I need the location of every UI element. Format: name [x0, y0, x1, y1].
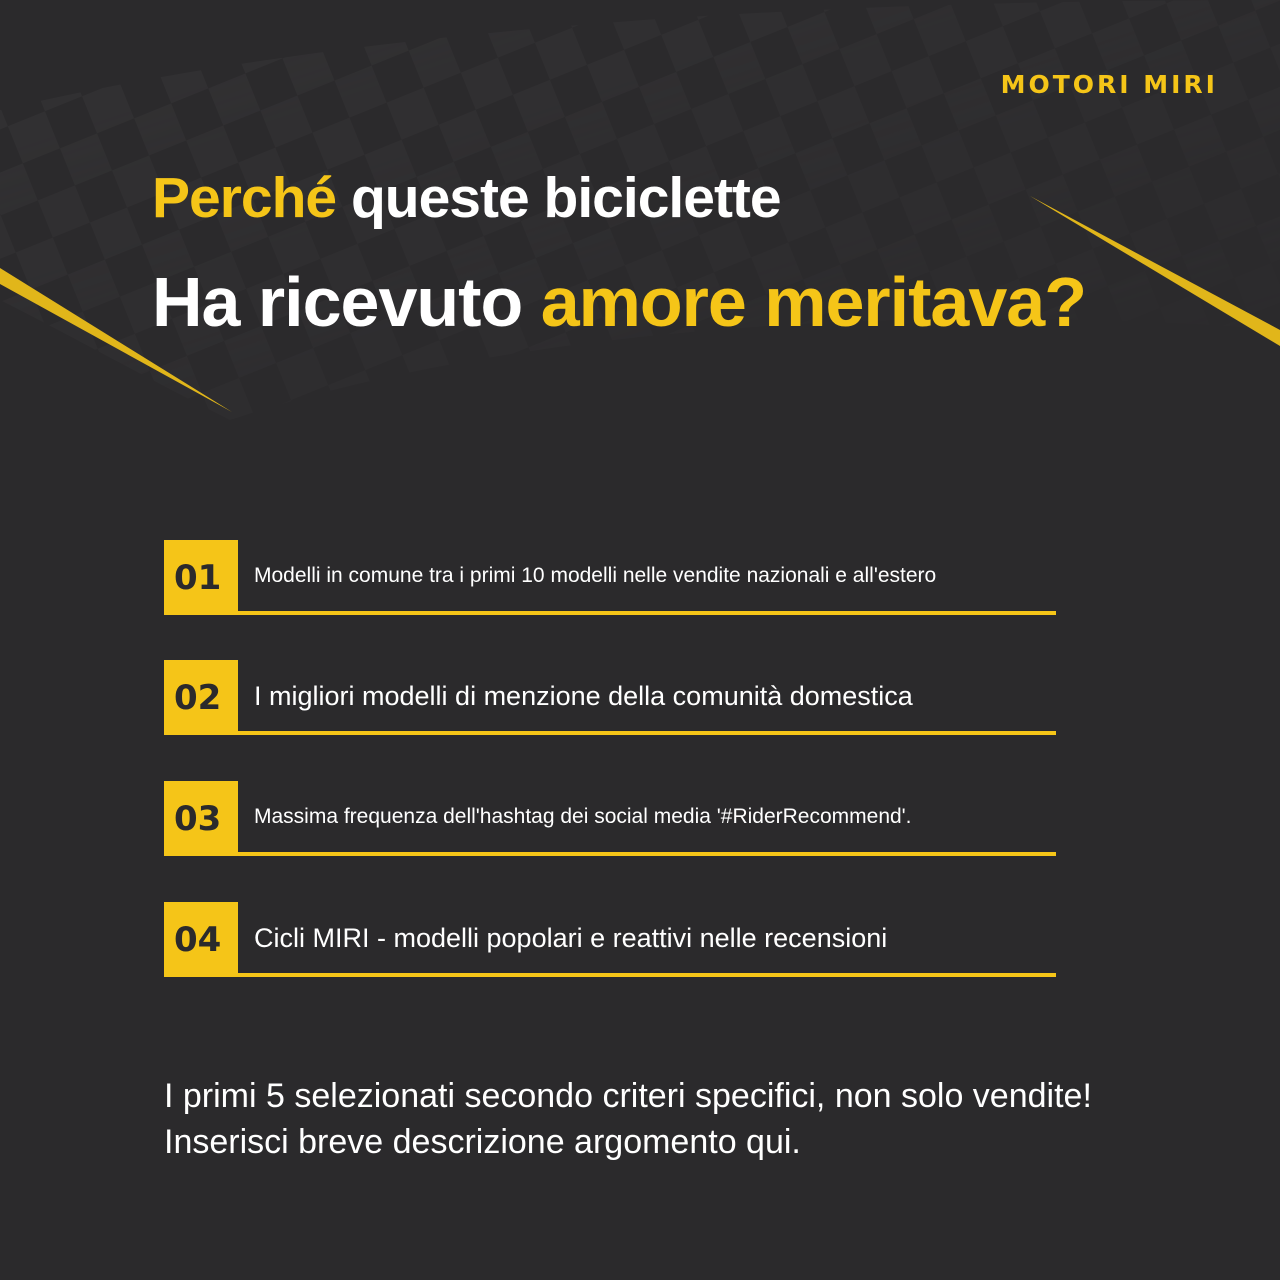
title-line-2-text: Ha ricevuto — [152, 263, 523, 341]
list-item-4 — [164, 902, 1056, 977]
number-badge — [164, 540, 238, 612]
item-text: I migliori modelli di menzione della comunità domestica — [254, 681, 913, 711]
item-underline — [164, 611, 1056, 615]
brand-logo: MOTORI MIRI — [1000, 70, 1218, 99]
number-badge — [164, 902, 238, 974]
item-underline — [164, 852, 1056, 856]
item-number: 01 — [174, 558, 222, 598]
item-number: 03 — [174, 799, 222, 839]
description-line-2: Inserisci breve descrizione argomento qui. — [164, 1123, 801, 1161]
item-underline — [164, 731, 1056, 735]
description — [164, 1073, 1092, 1165]
item-text: Modelli in comune tra i primi 10 modelli nelle vendite nazionali e all'estero — [254, 564, 937, 587]
page-title-line-1 — [152, 165, 781, 231]
item-text: Cicli MIRI - modelli popolari e reattivi nelle recensioni — [254, 923, 888, 953]
description-line-1: I primi 5 selezionati secondo criteri specifici, non solo vendite! — [164, 1077, 1092, 1115]
item-number: 04 — [174, 920, 222, 960]
item-number: 02 — [174, 678, 222, 718]
list-item-2 — [164, 660, 1056, 735]
list-item-1 — [164, 540, 1056, 615]
title-highlight-word: Perché — [152, 166, 337, 230]
item-underline — [164, 973, 1056, 977]
title-highlight-phrase: amore meritava? — [540, 263, 1086, 341]
list-item-3 — [164, 781, 1056, 856]
item-text: Massima frequenza dell'hashtag dei social media '#RiderRecommend'. — [254, 805, 912, 828]
number-badge — [164, 660, 238, 732]
number-badge — [164, 781, 238, 853]
page-title-line-2 — [152, 262, 1086, 342]
title-line-1-text: queste biciclette — [350, 166, 781, 230]
